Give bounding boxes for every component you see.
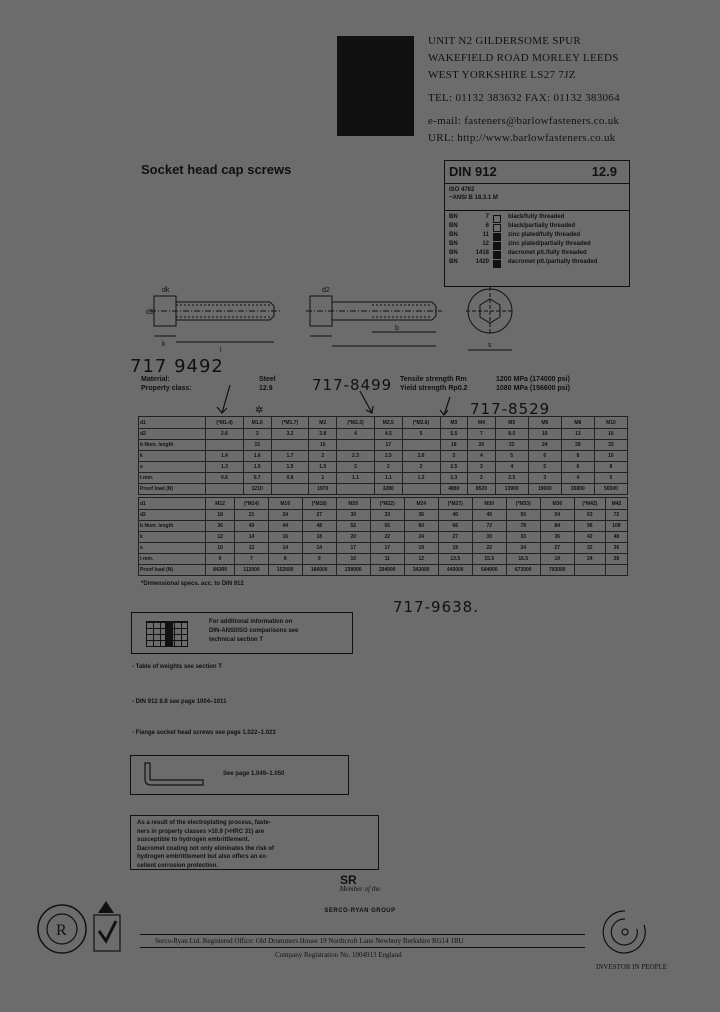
din-standard: DIN 912 xyxy=(449,164,497,179)
label-d1: d1 xyxy=(146,309,154,316)
checkbox-filled-icon xyxy=(493,251,501,259)
handwritten-code-3: 717-8529 xyxy=(470,400,551,418)
yield-value: 1080 MPa (156600 psi) xyxy=(496,385,570,392)
label-d2: d2 xyxy=(322,287,330,294)
investor-in-people-logo-icon xyxy=(600,907,650,957)
wrench-box xyxy=(130,755,349,795)
din-spec-box xyxy=(444,160,630,287)
label-dk: dk xyxy=(162,287,170,294)
weights-note: - Table of weights see section T xyxy=(132,664,222,670)
material-value: Steel xyxy=(259,376,276,383)
tensile-value: 1200 MPa (174000 psi) xyxy=(496,376,570,383)
info-text: For additional information on DIN-ANSI/ISO comparisons see technical section T xyxy=(209,619,299,643)
din912-note: - DIN 912 8.8 see page 1004–1011 xyxy=(132,699,227,705)
handwritten-code-2: 717-8499 xyxy=(312,376,393,394)
finish-row: BN 11 zinc plated/fully threaded xyxy=(445,232,629,241)
table-header-row: d1 (*M1.4) M1.6 (*M1.7) M2 (*M2.3) M2.5 (*M2.6) M3 M4 M5 M6 M8 M10 xyxy=(139,417,628,429)
checkbox-empty-icon xyxy=(493,224,501,232)
screw-partially-threaded-drawing xyxy=(306,296,442,346)
label-k: k xyxy=(162,341,166,348)
wrench-note: See page 1.049–1.050 xyxy=(223,771,285,777)
screw-fully-threaded-drawing xyxy=(150,296,280,342)
table-header-row: d1 M12 (*M14) M16 (*M18) M20 (*M22) M24 (*M27) M30 (*M33) M36 (*M42) M42 xyxy=(139,498,628,510)
table-row: Proof load (N) 1210 1970 3280 4880 8520 13900 19600 35800 56500 xyxy=(139,484,628,495)
table-row: d2 2.6 3 3.2 3.8 4 4.5 5 5.5 7 8.5 10 13 16 xyxy=(139,429,628,440)
table-row: s 10 12 14 14 17 17 19 19 22 24 27 32 36 xyxy=(139,543,628,554)
serco-logo-icon: SR xyxy=(340,873,357,887)
investor-in-people-text: INVESTOR IN PEOPLE xyxy=(596,963,668,971)
handwritten-code-4: 717-9638. xyxy=(393,598,479,616)
svg-text:R: R xyxy=(56,922,67,939)
handwritten-star-icon: ✲ xyxy=(255,405,264,416)
table-row: b Nom. length 15 16 17 18 20 22 24 28 32 xyxy=(139,440,628,451)
table-row: t min. 6 7 8 9 10 11 12 13.5 15.5 16.5 19 24 28 xyxy=(139,554,628,565)
address-line-1: UNIT N2 GILDERSOME SPUR xyxy=(428,35,582,47)
grid-table-icon xyxy=(146,621,188,647)
label-l: l xyxy=(220,347,222,354)
checkbox-filled-icon xyxy=(493,233,501,241)
finish-row: BN 6 black/partially threaded xyxy=(445,223,629,232)
table-row: k 1.4 1.6 1.7 2 2.3 2.5 2.6 3 4 5 6 8 10 xyxy=(139,451,628,462)
member-text: Member of the xyxy=(339,885,381,893)
table-row: s 1.3 1.5 1.5 1.5 2 2 2 2.5 3 4 5 6 8 xyxy=(139,462,628,473)
yield-label: Yield strength Rp0.2 xyxy=(400,385,468,392)
registered-office: Serco-Ryan Ltd. Registered Office: Old Drummers House 19 Northcroft Lane Newbury Berkshire RG14 1BU xyxy=(140,934,585,948)
label-s: s xyxy=(488,342,492,349)
table-row: k 12 14 16 18 20 22 24 27 30 33 36 42 48 xyxy=(139,532,628,543)
table-row: b Nom. length 36 40 44 48 52 56 60 66 72 78 84 96 108 xyxy=(139,521,628,532)
tel-fax: TEL: 01132 383632 FAX: 01132 383064 xyxy=(428,92,620,104)
finish-list xyxy=(445,210,629,268)
company-registration: Company Registration No. 1004913 England xyxy=(275,951,402,959)
flange-note: - Flange socket head screws see page 1.022–1.023 xyxy=(132,730,276,736)
quality-seal-icon xyxy=(38,905,86,953)
label-b: b xyxy=(395,325,399,332)
finish-row: BN 7 black/fully threaded xyxy=(445,214,629,223)
info-box xyxy=(131,612,353,654)
spec-table-large xyxy=(138,497,628,576)
finish-row: BN 1420 dacromet plt./partially threaded xyxy=(445,259,629,268)
dimensional-note: *Dimensional specs. acc. to DIN 912 xyxy=(141,581,244,587)
group-name: SERCO-RYAN GROUP xyxy=(324,908,396,914)
checkbox-filled-icon xyxy=(493,260,501,268)
email: e-mail: fasteners@barlowfasteners.co.uk xyxy=(428,115,620,127)
finish-row: BN 1418 dacromet plt./fully threaded xyxy=(445,250,629,259)
url: URL: http://www.barlowfasteners.co.uk xyxy=(428,132,616,144)
warning-box xyxy=(130,815,379,870)
quality-assurance-logos xyxy=(36,893,136,965)
checkbox-empty-icon xyxy=(493,215,501,223)
page-title: Socket head cap screws xyxy=(141,162,292,177)
screw-end-view-drawing xyxy=(466,287,514,350)
din-ref-ansi: ~ANSI B 18.3.1 M xyxy=(449,195,498,201)
material-label: Material: xyxy=(141,376,170,383)
address-line-3: WEST YORKSHIRE LS27 7JZ xyxy=(428,69,576,81)
spec-table-small xyxy=(138,416,628,495)
crown-checkmark-icon xyxy=(94,901,120,951)
warning-text: As a result of the electroplating process, faste- ners in property classes >10.9 (>HRC 31) are susceptible to hydrogen embrittlement. Dacromet coating not only eliminates the risk of hydrogen embrittlement but also offers an ex- cellent corrosion protection. xyxy=(137,820,275,869)
table-row: t min. 0.6 0.7 0.8 1 1.1 1.1 1.2 1.3 2 2.5 3 4 5 xyxy=(139,473,628,484)
company-logo-block xyxy=(337,36,414,136)
class-label: Property class: xyxy=(141,385,192,392)
table-row: Proof load (N) 84300 112000 152000 186000 238000 294000 342000 445000 544000 673000 792000 xyxy=(139,565,628,576)
hex-key-icon xyxy=(137,761,207,789)
class-value: 12.9 xyxy=(259,385,273,392)
table-row: d2 18 21 24 27 30 33 36 40 45 50 54 63 72 xyxy=(139,510,628,521)
din-header xyxy=(445,161,629,184)
din-grade: 12.9 xyxy=(591,164,617,179)
din-ref-iso: ISO 4762 xyxy=(449,187,475,193)
company-address xyxy=(428,33,620,147)
tensile-label: Tensile strength Rm xyxy=(400,376,467,383)
handwritten-code-1: 717 9492 xyxy=(130,356,224,377)
din-refs xyxy=(449,186,498,202)
checkbox-filled-icon xyxy=(493,242,501,250)
address-line-2: WAKEFIELD ROAD MORLEY LEEDS xyxy=(428,52,619,64)
finish-row: BN 12 zinc plated/partially threaded xyxy=(445,241,629,250)
screw-drawings xyxy=(140,280,540,360)
